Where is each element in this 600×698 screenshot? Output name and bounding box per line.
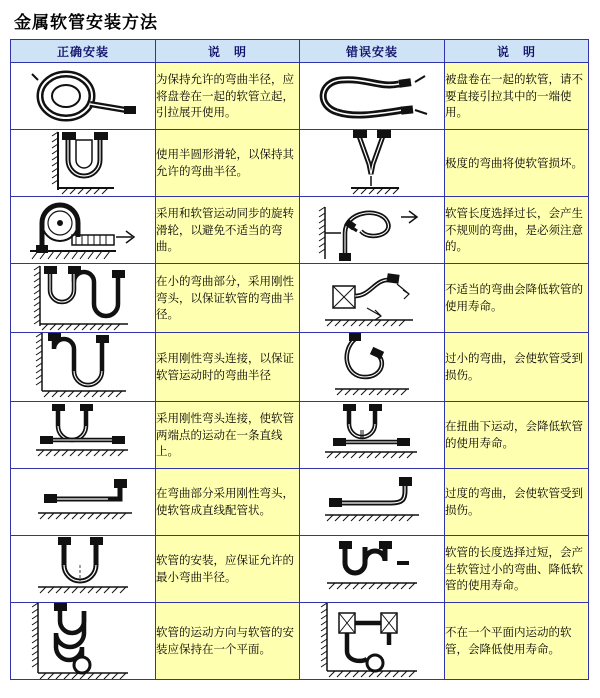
coiled-hose-correct-icon (11, 63, 156, 130)
description-text: 为保持允许的弯曲半径，应将盘卷在一起的软管立起，引拉展开使用。 (156, 63, 300, 130)
description-text: 过小的弯曲，会使软管受到损伤。 (445, 333, 589, 402)
table-row (11, 264, 589, 333)
table-row (11, 603, 589, 680)
header-correct-install: 正确安装 (11, 40, 156, 63)
coiled-hose-wrong-icon (300, 63, 445, 130)
table-row (11, 197, 589, 264)
description-text: 采用刚性弯头连接，以保证软管运动时的弯曲半径 (156, 333, 300, 402)
long-hose-wrong-icon (300, 197, 445, 264)
description-text: 软管的长度选择过短，会产生软管过小的弯曲、降低软管的使用寿命。 (445, 536, 589, 603)
header-correct-desc: 说 明 (156, 40, 300, 63)
rotating-pulley-correct-icon (11, 197, 156, 264)
table-row (11, 536, 589, 603)
over-length-wrong-icon (300, 536, 445, 603)
table-row (11, 469, 589, 536)
table-header-row (11, 40, 589, 63)
torsion-bend-wrong-icon (300, 402, 445, 469)
description-text: 软管的运动方向与软管的安装应保持在一个平面。 (156, 603, 300, 680)
description-text: 软管长度选择过长，会产生不规则的弯曲，是必须注意的。 (445, 197, 589, 264)
header-wrong-desc: 说 明 (445, 40, 589, 63)
different-plane-wrong-icon (300, 603, 445, 680)
description-text: 不在一个平面内运动的软管，会降低使用寿命。 (445, 603, 589, 680)
description-text: 被盘卷在一起的软管，请不要直接引拉其中的一端使用。 (445, 63, 589, 130)
description-text: 在弯曲部分采用刚性弯头，使软管成直线配管状。 (156, 469, 300, 536)
excessive-bend-wrong-icon (300, 469, 445, 536)
rigid-elbow-u-correct-icon (11, 333, 156, 402)
table-row (11, 333, 589, 402)
description-text: 使用半圆形滑轮，以保持其允许的弯曲半径。 (156, 130, 300, 197)
semicircle-guide-correct-icon (11, 130, 156, 197)
hose-installation-table (10, 39, 589, 680)
table-row (11, 63, 589, 130)
description-text: 在小的弯曲部分，采用刚性弯头，以保证软管的弯曲半径。 (156, 264, 300, 333)
description-text: 采用和软管运动同步的旋转滑轮，以避免不适当的弯曲。 (156, 197, 300, 264)
description-text: 软管的安装，应保证允许的最小弯曲半径。 (156, 536, 300, 603)
header-wrong-install: 错误安装 (300, 40, 445, 63)
description-text: 过度的弯曲，会使软管受到损伤。 (445, 469, 589, 536)
table-row (11, 130, 589, 197)
sharp-bend-wrong-icon (300, 130, 445, 197)
page-title: 金属软管安装方法 (14, 13, 158, 33)
improper-bend-wrong-icon (300, 264, 445, 333)
description-text: 在扭曲下运动，会降低软管的使用寿命。 (445, 402, 589, 469)
rigid-bend-small-correct-icon (11, 264, 156, 333)
table-row (11, 402, 589, 469)
description-text: 不适当的弯曲会降低软管的使用寿命。 (445, 264, 589, 333)
straight-pipe-elbow-correct-icon (11, 469, 156, 536)
min-radius-correct-icon (11, 536, 156, 603)
tight-bend-wrong-icon (300, 333, 445, 402)
rigid-elbow-straight-correct-icon (11, 402, 156, 469)
same-plane-correct-icon (11, 603, 156, 680)
description-text: 采用刚性弯头连接，使软管两端点的运动在一条直线上。 (156, 402, 300, 469)
description-text: 极度的弯曲将使软管损坏。 (445, 130, 589, 197)
